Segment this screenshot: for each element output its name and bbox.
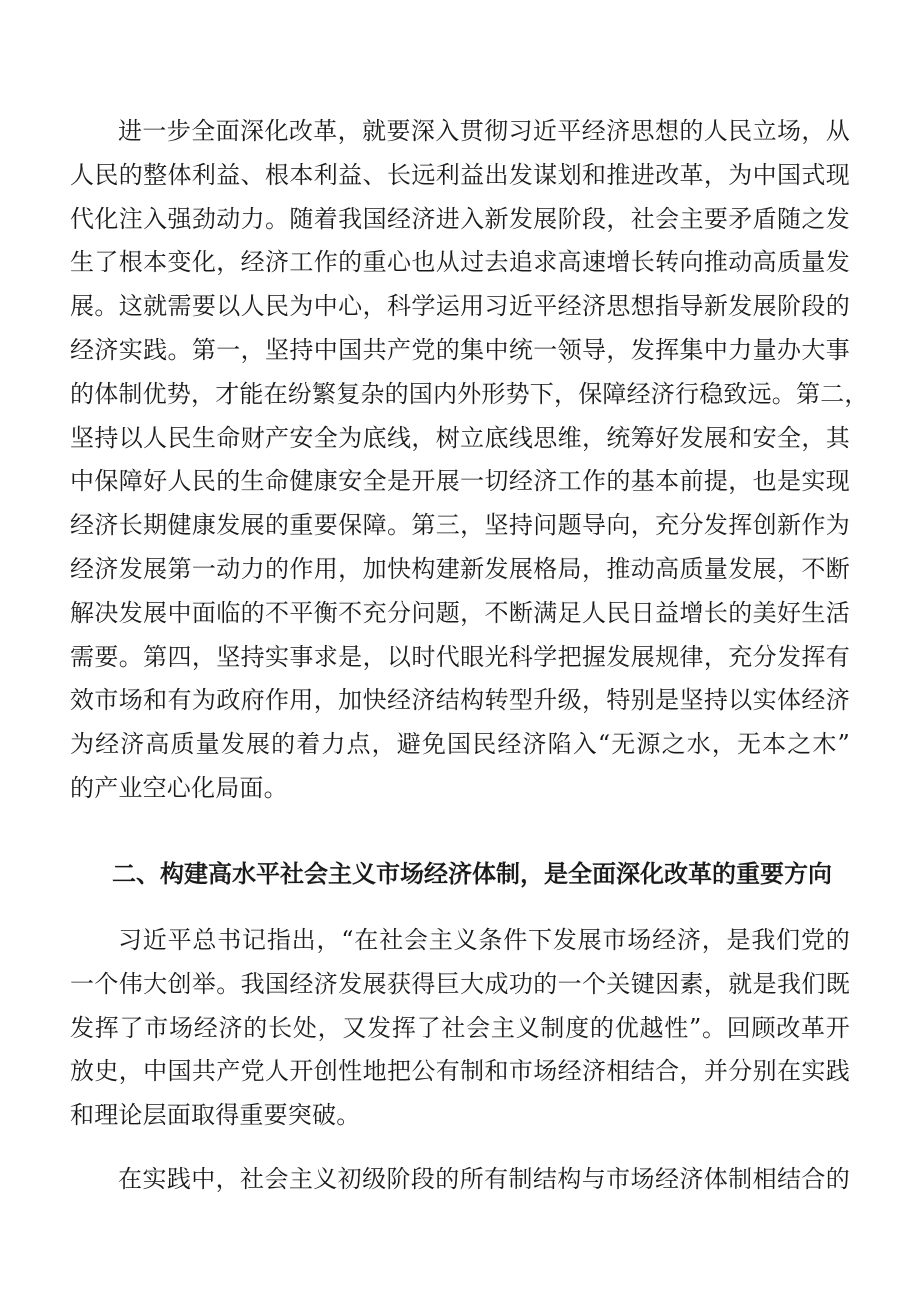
paragraph-line: 解决发展中面临的不平衡不充分问题，不断满足人民日益增长的美好生活	[70, 598, 850, 627]
paragraph-line: 人民的整体利益、根本利益、长远利益出发谋划和推进改革，为中国式现	[70, 160, 850, 189]
paragraph-line: 需要。第四，坚持实事求是，以时代眼光科学把握发展规律，充分发挥有	[70, 642, 850, 671]
paragraph-line: 生了根本变化，经济工作的重心也从过去追求高速增长转向推动高质量发	[70, 248, 850, 277]
paragraph-line: 为经济高质量发展的着力点，避免国民经济陷入“无源之水，无本之木”	[70, 730, 850, 759]
paragraph-line: 习近平总书记指出，“在社会主义条件下发展市场经济，是我们党的	[118, 926, 850, 954]
paragraph-line: 发挥了市场经济的长处，又发挥了社会主义制度的优越性”。回顾改革开	[70, 1013, 850, 1042]
paragraph-line: 经济长期健康发展的重要保障。第三，坚持问题导向，充分发挥创新作为	[70, 511, 850, 540]
paragraph-line: 和理论层面取得重要突破。	[70, 1101, 361, 1130]
paragraph-line: 一个伟大创举。我国经济发展获得巨大成功的一个关键因素，就是我们既	[70, 969, 850, 998]
paragraph-line: 代化注入强劲动力。随着我国经济进入新发展阶段，社会主要矛盾随之发	[70, 204, 850, 233]
paragraph-line: 的产业空心化局面。	[70, 773, 288, 802]
paragraph-line: 的体制优势，才能在纷繁复杂的国内外形势下，保障经济行稳致远。第二，	[70, 379, 869, 408]
paragraph-line: 坚持以人民生命财产安全为底线，树立底线思维，统筹好发展和安全，其	[70, 423, 850, 452]
paragraph-market-economy-quote	[70, 919, 850, 1138]
paragraph-line: 进一步全面深化改革，就要深入贯彻习近平经济思想的人民立场，从	[118, 117, 850, 145]
paragraph-line: 经济发展第一动力的作用，加快构建新发展格局，推动高质量发展，不断	[70, 554, 850, 583]
paragraph-line: 在实践中，社会主义初级阶段的所有制结构与市场经济体制相结合的	[118, 1165, 850, 1193]
paragraph-line: 经济实践。第一，坚持中国共产党的集中统一领导，发挥集中力量办大事	[70, 335, 850, 364]
paragraph-line: 中保障好人民的生命健康安全是开展一切经济工作的基本前提，也是实现	[70, 467, 850, 496]
paragraph-people-stance	[70, 110, 869, 811]
paragraph-line: 展。这就需要以人民为中心，科学运用习近平经济思想指导新发展阶段的	[70, 292, 850, 321]
section-heading: 二、构建高水平社会主义市场经济体制，是全面深化改革的重要方向	[112, 860, 832, 888]
paragraph-practice	[70, 1158, 850, 1202]
paragraph-line: 效市场和有为政府作用，加快经济结构转型升级，特别是坚持以实体经济	[70, 686, 850, 715]
paragraph-line: 放史，中国共产党人开创性地把公有制和市场经济相结合，并分别在实践	[70, 1057, 850, 1086]
